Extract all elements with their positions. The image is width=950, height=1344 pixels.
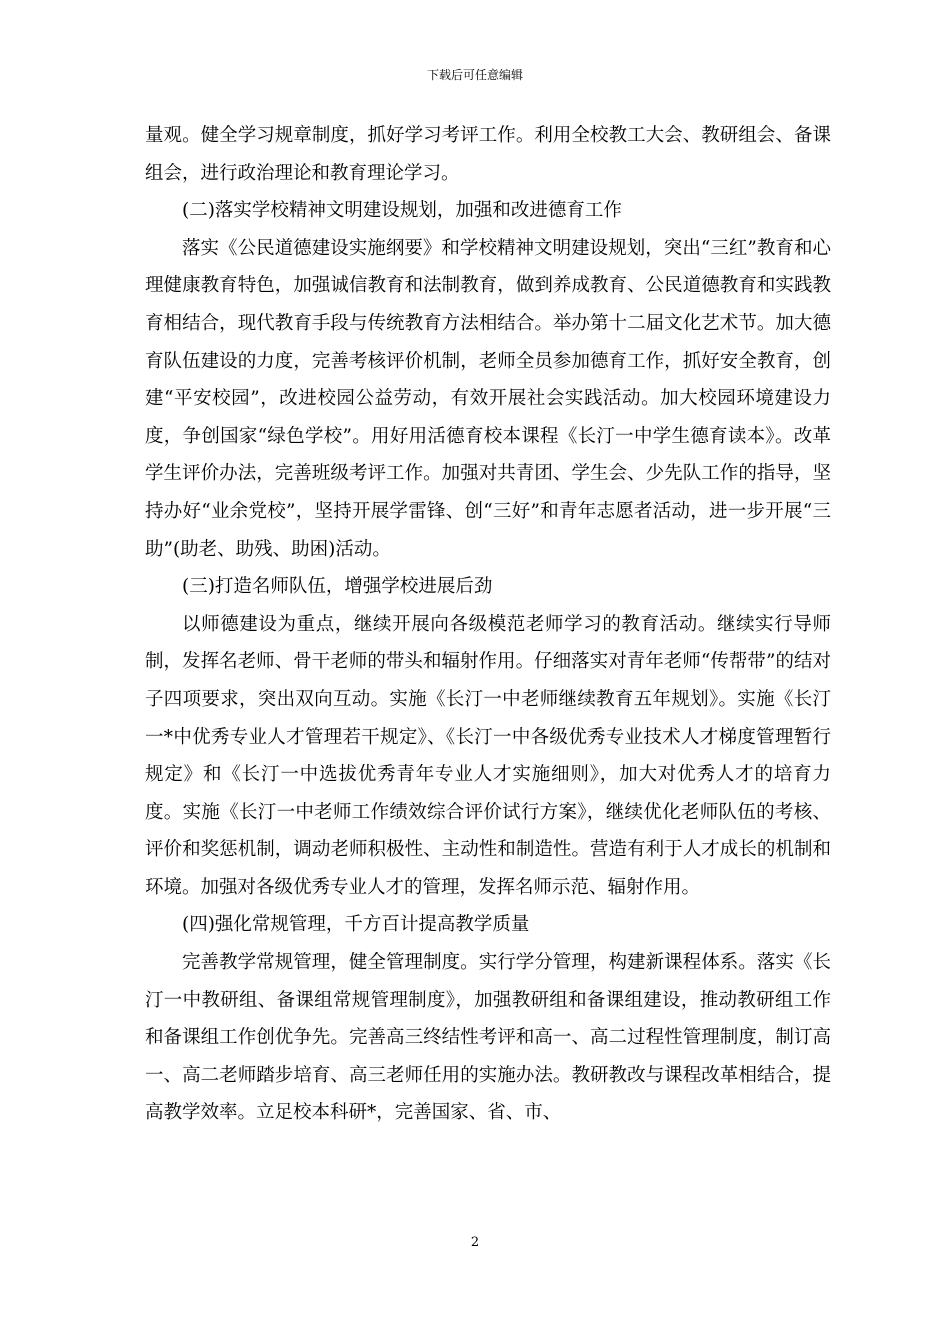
document-body xyxy=(145,117,831,1132)
paragraph-continuation: 量观。健全学习规章制度，抓好学习考评工作。利用全校教工大会、教研组会、备课组会，进行政治理论和教育理论学习。 xyxy=(145,125,831,184)
section-heading-4: (四)强化常规管理，千方百计提高教学质量 xyxy=(182,914,530,936)
paragraph-routine-management: 完善教学常规管理，健全管理制度。实行学分管理，构建新课程体系。落实《长汀一中教研组、备课组常规管理制度》，加强教研组和备课组建设，推动教研组工作和备课组工作创优争先。完善高三终结性考评和高一、高二过程性管理制度，制订高一、高二老师踏步培育、高三老师任用的实施办法。教研教改与课程改革相结合，提高教学效率。立足校本科研*，完善国家、省、市、 xyxy=(145,952,831,1124)
paragraph-teacher-team: 以师德建设为重点，继续开展向各级模范老师学习的教育活动。继续实行导师制，发挥名老师、骨干老师的带头和辐射作用。仔细落实对青年老师“传帮带”的结对子四项要求，突出双向互动。实施《长汀一中老师继续教育五年规划》。实施《长汀一*中优秀专业人才管理若干规定》、《长汀一中各级优秀专业技术人才梯度管理暂行规定》和《长汀一中选拔优秀青年专业人才实施细则》，加大对优秀人才的培育力度。实施《长汀一中老师工作绩效综合评价试行方案》，继续优化老师队伍的考核、评价和奖惩机制，调动老师积极性、主动性和制造性。营造有利于人才成长的机制和环境。加强对各级优秀专业人才的管理，发挥名师示范、辐射作用。 xyxy=(145,613,831,898)
paragraph-moral-education: 落实《公民道德建设实施纲要》和学校精神文明建设规划，突出“三红”教育和心理健康教育特色，加强诚信教育和法制教育，做到养成教育、公民道德教育和实践教育相结合，现代教育手段与传统教育方法相结合。举办第十二届文化艺术节。加大德育队伍建设的力度，完善考核评价机制，老师全员参加德育工作，抓好安全教育，创建“平安校园”，改进校园公益劳动，有效开展社会实践活动。加大校园环境建设力度，争创国家“绿色学校”。用好用活德育校本课程《长汀一中学生德育读本》。改革学生评价办法，完善班级考评工作。加强对共青团、学生会、少先队工作的指导，坚持办好“业余党校”，坚持开展学雷锋、创“三好”和青年志愿者活动，进一步开展“三助”(助老、助残、助困)活动。 xyxy=(145,237,831,560)
section-heading-3: (三)打造名师队伍，增强学校进展后劲 xyxy=(182,576,493,598)
page-number: 2 xyxy=(470,1235,480,1250)
section-heading-2: (二)落实学校精神文明建设规划，加强和改进德育工作 xyxy=(182,200,622,222)
page-header: 下载后可任意编辑 xyxy=(426,68,523,82)
